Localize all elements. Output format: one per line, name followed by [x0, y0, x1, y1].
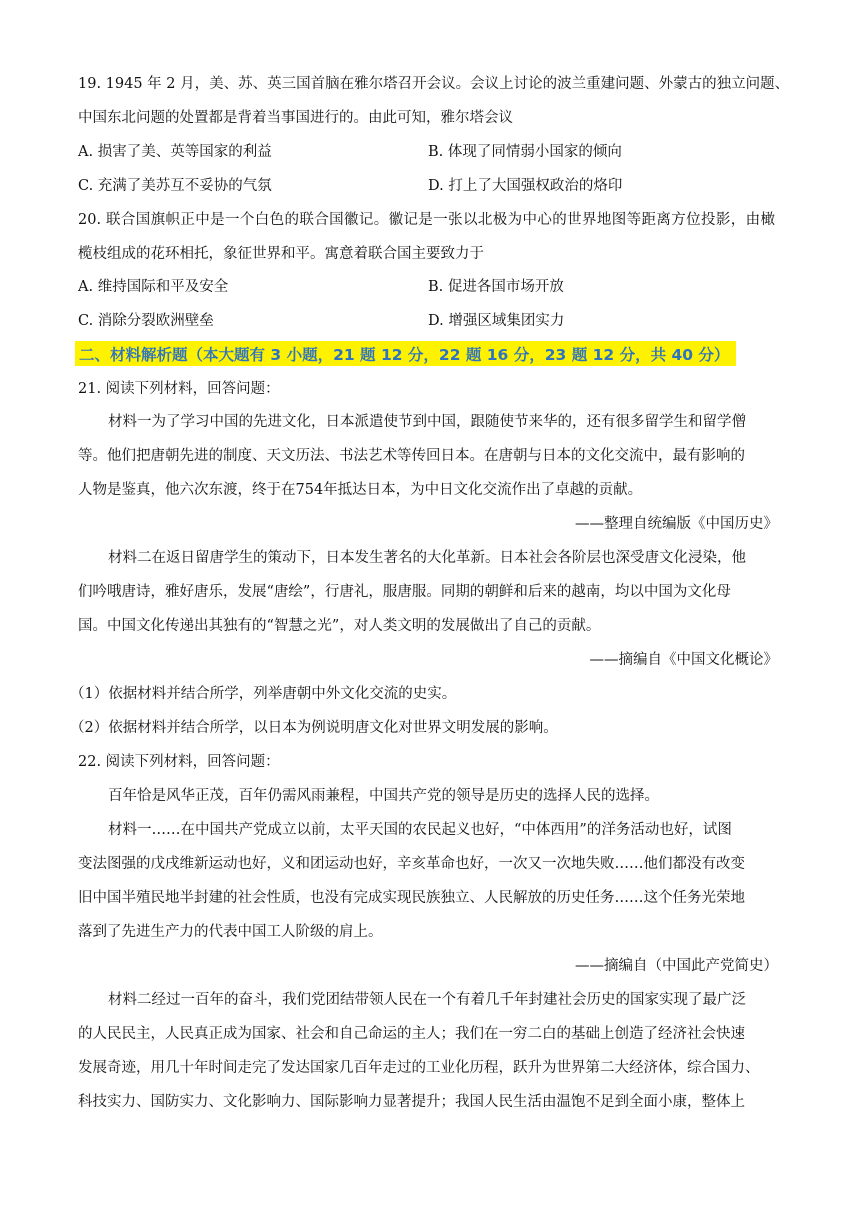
q22-material1-line2: 变法图强的戊戌维新运动也好，义和团运动也好，辛亥革命也好，一次又一次地失败……他们都没有改变: [78, 856, 745, 872]
section-heading-highlight: [75, 341, 736, 366]
q20-option-b: B. 促进各国市场开放: [428, 279, 564, 295]
q21-intro: 21. 阅读下列材料，回答问题：: [78, 381, 280, 397]
q21-subquestion-2: （2）依据材料并结合所学，以日本为例说明唐文化对世界文明发展的影响。: [70, 720, 558, 736]
q21-material1-line3: 人物是鉴真，他六次东渡，终于在754年抵达日本，为中日文化交流作出了卓越的贡献。: [78, 482, 643, 498]
q22-material1-line1: 材料一……在中国共产党成立以前，太平天国的农民起义也好，“中体西用”的洋务活动也好，试图: [108, 822, 732, 838]
q22-lead: 百年恰是风华正茂，百年仍需风雨兼程，中国共产党的领导是历史的选择人民的选择。: [108, 788, 659, 804]
q22-intro: 22. 阅读下列材料，回答问题：: [78, 754, 280, 770]
q21-material1-source: ——整理自统编版《中国历史》: [575, 516, 778, 532]
q22-material1-source: ——摘编自（中国此产党简史）: [575, 958, 778, 974]
q20-option-d: D. 增强区域集团实力: [428, 313, 565, 329]
q20-stem-line2: 榄枝组成的花环相托，象征世界和平。寓意着联合国主要致力于: [78, 246, 484, 262]
q21-material2-line3: 国。中国文化传递出其独有的“智慧之光”，对人类文明的发展做出了自己的贡献。: [78, 618, 601, 634]
q19-option-b: B. 体现了同情弱小国家的倾向: [428, 144, 622, 160]
q19-option-d: D. 打上了大国强权政治的烙印: [428, 178, 623, 194]
q20-stem-line1: 20. 联合国旗帜正中是一个白色的联合国徽记。徽记是一张以北极为中心的世界地图等距离方位投影，由橄: [78, 212, 775, 228]
q21-subquestion-1: （1）依据材料并结合所学，列举唐朝中外文化交流的史实。: [70, 686, 457, 702]
q22-material1-line3: 旧中国半殖民地半封建的社会性质，也没有完成实现民族独立、人民解放的历史任务……这个任务光荣地: [78, 890, 745, 906]
q22-material1-line4: 落到了先进生产力的代表中国工人阶级的肩上。: [78, 924, 383, 940]
section-heading: 二、材料解析题（本大题有 3 小题，21 题 12 分，22 题 16 分，23 题 12 分，共 40 分）: [79, 346, 730, 364]
q20-option-c: C. 消除分裂欧洲壁垒: [78, 313, 214, 329]
q21-material2-source: ——摘编自《中国文化概论》: [589, 652, 778, 668]
q22-material2-line3: 发展奇迹，用几十年时间走完了发达国家几百年走过的工业化历程，跃升为世界第二大经济体，综合国力、: [78, 1060, 760, 1076]
q21-material2-line1: 材料二在返日留唐学生的策动下，日本发生著名的大化革新。日本社会各阶层也深受唐文化浸染，他: [108, 550, 746, 566]
q21-material1-line1: 材料一为了学习中国的先进文化，日本派遣使节到中国，跟随使节来华的，还有很多留学生和留学僧: [108, 414, 746, 430]
q19-option-a: A. 损害了美、英等国家的利益: [78, 144, 272, 160]
q19-option-c: C. 充满了美苏互不妥协的气氛: [78, 178, 272, 194]
q22-material2-line1: 材料二经过一百年的奋斗，我们党团结带领人民在一个有着几千年封建社会历史的国家实现了最广泛: [108, 992, 746, 1008]
q22-material2-line4: 科技实力、国防实力、文化影响力、国际影响力显著提升；我国人民生活由温饱不足到全面小康，整体上: [78, 1094, 745, 1110]
q22-material2-line2: 的人民民主，人民真正成为国家、社会和自己命运的主人；我们在一穷二白的基础上创造了经济社会快速: [78, 1026, 745, 1042]
q19-stem-line2: 中国东北问题的处置都是背着当事国进行的。由此可知，雅尔塔会议: [78, 110, 513, 126]
q21-material1-line2: 等。他们把唐朝先进的制度、天文历法、书法艺术等传回日本。在唐朝与日本的文化交流中，最有影响的: [78, 448, 745, 464]
q20-option-a: A. 维持国际和平及安全: [78, 279, 229, 295]
q19-stem-line1: 19. 1945 年 2 月，美、苏、英三国首脑在雅尔塔召开会议。会议上讨论的波兰重建问题、外蒙古的独立问题、: [78, 76, 790, 92]
q21-material2-line2: 们吟哦唐诗，雅好唐乐，发展“唐绘”，行唐礼，服唐服。同期的朝鲜和后来的越南，均以中国为文化母: [78, 584, 731, 600]
